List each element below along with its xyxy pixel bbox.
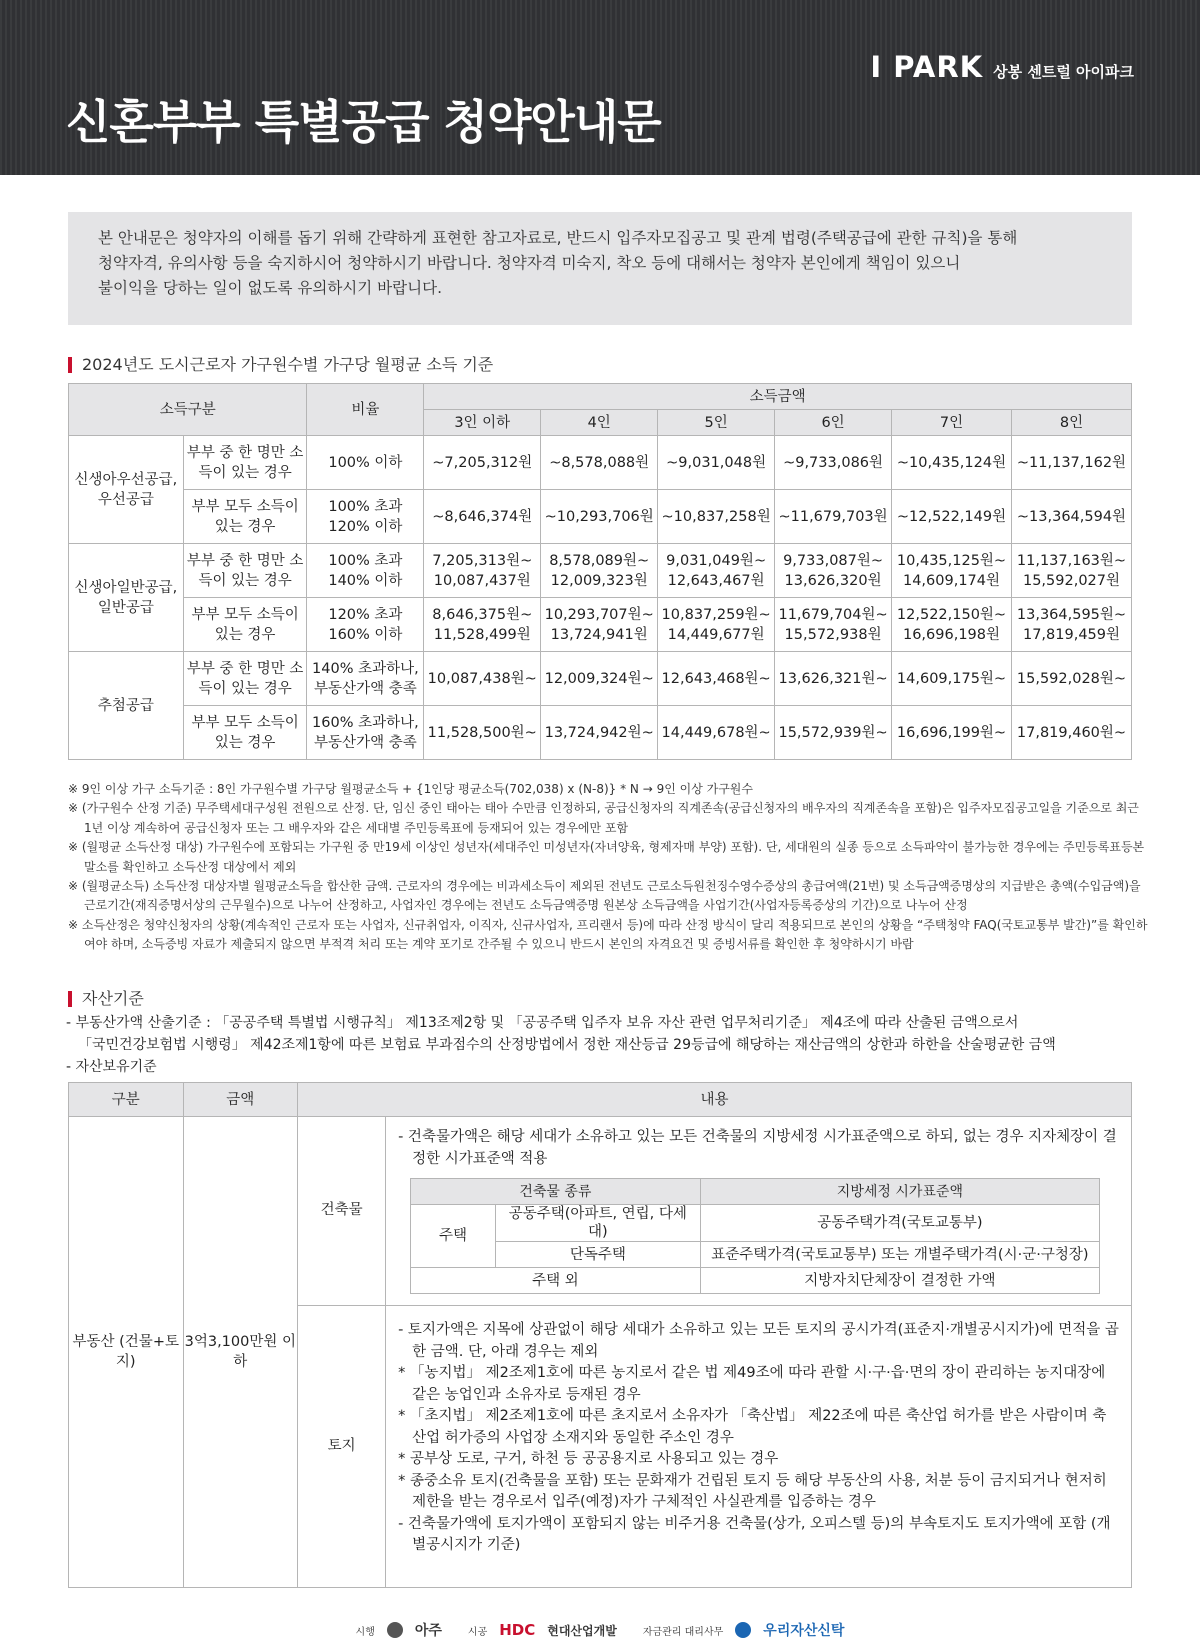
header-banner bbox=[0, 0, 1200, 175]
income-value: ~7,205,312원 bbox=[424, 436, 541, 490]
brand-name: 상봉 센트럴 아이파크 bbox=[993, 63, 1134, 81]
income-value: 14,449,678원~ bbox=[658, 706, 775, 760]
asset-desc-line: - 자산보유기준 bbox=[66, 1059, 157, 1075]
income-value: 9,031,049원~ 12,643,467원 bbox=[658, 544, 775, 598]
income-ratio: 140% 초과하나, 부동산가액 충족 bbox=[307, 652, 424, 706]
income-value: 14,609,175원~ bbox=[892, 652, 1012, 706]
income-value: ~12,522,149원 bbox=[892, 490, 1012, 544]
income-value: ~8,646,374원 bbox=[424, 490, 541, 544]
building-value-header: 지방세정 시가표준액 bbox=[700, 1179, 1099, 1205]
asset-table bbox=[68, 1082, 1132, 1588]
building-label: 건축물 bbox=[298, 1117, 386, 1305]
land-content bbox=[298, 1306, 1132, 1588]
header-size: 5인 bbox=[658, 410, 775, 436]
hdc-logo: HDC bbox=[499, 1621, 536, 1639]
income-value: ~10,293,706원 bbox=[541, 490, 658, 544]
asset-category: 부동산 (건물+토지) bbox=[69, 1117, 184, 1588]
header-size: 4인 bbox=[541, 410, 658, 436]
income-value: 9,733,087원~ 13,626,320원 bbox=[775, 544, 892, 598]
income-value: 12,643,468원~ bbox=[658, 652, 775, 706]
asset-desc-line: 「국민건강보험법 시행령」 제42조제1항에 따른 보험료 부과점수의 산정방법에서 정한 재산등급 29등급에 해당하는 재산금액의 상한과 하한을 산술평균한 금액 bbox=[78, 1037, 1056, 1053]
income-value: 7,205,313원~ 10,087,437원 bbox=[424, 544, 541, 598]
header-size: 6인 bbox=[775, 410, 892, 436]
income-ratio: 120% 초과 160% 이하 bbox=[307, 598, 424, 652]
ipark-logo: I PARK bbox=[870, 50, 984, 84]
land-line: * 종중소유 토지(건축물을 포함) 또는 문화재가 건립된 토지 등 해당 부동산의 사용, 처분 등이 금지되거나 현저히 제한을 받는 경우로서 입주(예정)자가 구체적인 사실관계를 입증하는 경우 bbox=[398, 1472, 1107, 1510]
income-value: 10,087,438원~ bbox=[424, 652, 541, 706]
notice-line: 본 안내문은 청약자의 이해를 돕기 위해 간략하게 표현한 참고자료로, 반드시 입주자모집공고 및 관계 법령(주택공급에 관한 규칙)을 통해 bbox=[98, 229, 1018, 247]
income-value: 12,522,150원~ 16,696,198원 bbox=[892, 598, 1012, 652]
note-item: ※ (월평균소득) 소득산정 대상자별 월평균소득을 합산한 금액. 근로자의 경우에는 비과세소득이 제외된 전년도 근로소득원천징수영수증상의 총급여액(21번) 및 소득금액증명상의 지급받은 총액(수입금액)을 근로기간(재직증명서상의 근무월수)으로 나누어 산정하고, 사업자인 경우에는 전년도 소득금액증명 원본상 소득금액을 사업기간(사업자등록증상의 기간)으로 나누어 산정 bbox=[68, 879, 1141, 913]
income-ratio: 160% 초과하나, 부동산가액 충족 bbox=[307, 706, 424, 760]
income-value: 12,009,324원~ bbox=[541, 652, 658, 706]
footer-role: 시행 bbox=[355, 1626, 375, 1638]
income-value: 11,679,704원~ 15,572,938원 bbox=[775, 598, 892, 652]
income-value: 15,572,939원~ bbox=[775, 706, 892, 760]
asset-description bbox=[66, 1012, 1146, 1078]
notice-box bbox=[68, 212, 1132, 325]
footer-role: 자금관리 대리사무 bbox=[642, 1626, 724, 1638]
income-value: 10,293,707원~ 13,724,941원 bbox=[541, 598, 658, 652]
land-line: - 토지가액은 지목에 상관없이 해당 세대가 소유하고 있는 모든 토지의 공시가격(표준지·개별공시지가)에 면적을 곱한 금액. 단, 아래 경우는 제외 bbox=[398, 1322, 1119, 1360]
income-ratio: 100% 초과 140% 이하 bbox=[307, 544, 424, 598]
income-notes bbox=[68, 780, 1148, 955]
group-name: 신생아우선공급, 우선공급 bbox=[69, 436, 184, 544]
footer bbox=[0, 1620, 1200, 1640]
income-value: ~8,578,088원 bbox=[541, 436, 658, 490]
header-ratio: 비율 bbox=[307, 384, 424, 436]
footer-company: 아주 bbox=[414, 1623, 442, 1639]
land-line: - 건축물가액에 토지가액이 포함되지 않는 비주거용 건축물(상가, 오피스텔 등)의 부속토지도 토지가액에 포함 (개별공시지가 기준) bbox=[398, 1515, 1111, 1553]
note-item: ※ 9인 이상 가구 소득기준 : 8인 가구원수별 가구당 월평균소득 + {1인당 평균소득(702,038) x (N-8)} * N → 9인 이상 가구원수 bbox=[68, 782, 753, 796]
income-value: ~9,733,086원 bbox=[775, 436, 892, 490]
income-type: 부부 모두 소득이 있는 경우 bbox=[183, 598, 307, 652]
header-amount: 소득금액 bbox=[424, 384, 1132, 410]
income-type: 부부 모두 소득이 있는 경우 bbox=[183, 490, 307, 544]
income-section-title: 2024년도 도시근로자 가구원수별 가구당 월평균 소득 기준 bbox=[68, 357, 493, 373]
land-line: * 「농지법」 제2조제1호에 따른 농지로서 같은 법 제49조에 따라 관할 시·구·읍·면의 장이 관리하는 농지대장에 같은 농업인과 소유자로 등재된 경우 bbox=[398, 1365, 1106, 1403]
income-value: ~11,679,703원 bbox=[775, 490, 892, 544]
asset-header-category: 구분 bbox=[69, 1083, 184, 1117]
income-value: 17,819,460원~ bbox=[1011, 706, 1131, 760]
building-kind: 단독주택 bbox=[495, 1242, 700, 1268]
woori-logo-icon bbox=[735, 1622, 751, 1638]
income-value: 10,435,125원~ 14,609,174원 bbox=[892, 544, 1012, 598]
income-type: 부부 모두 소득이 있는 경우 bbox=[183, 706, 307, 760]
asset-header-content: 내용 bbox=[298, 1083, 1132, 1117]
asset-header-amount: 금액 bbox=[183, 1083, 298, 1117]
income-value: 8,578,089원~ 12,009,323원 bbox=[541, 544, 658, 598]
income-value: 13,626,321원~ bbox=[775, 652, 892, 706]
building-kind: 공동주택(아파트, 연립, 다세대) bbox=[495, 1205, 700, 1242]
income-table bbox=[68, 383, 1132, 760]
income-value: ~11,137,162원 bbox=[1011, 436, 1131, 490]
building-content bbox=[298, 1117, 1132, 1306]
income-value: 15,592,028원~ bbox=[1011, 652, 1131, 706]
header-size: 8인 bbox=[1011, 410, 1131, 436]
housing-label: 주택 bbox=[411, 1205, 496, 1268]
building-value-table bbox=[410, 1178, 1100, 1294]
income-value: ~10,837,258원 bbox=[658, 490, 775, 544]
income-type: 부부 중 한 명만 소득이 있는 경우 bbox=[183, 544, 307, 598]
asset-desc-line: - 부동산가액 산출기준 : 「공공주택 특별법 시행규칙」 제13조제2항 및 「공공주택 입주자 보유 자산 관련 업무처리기준」 제4조에 따라 산출된 금액으로서 bbox=[66, 1015, 1019, 1031]
land-label: 토지 bbox=[298, 1306, 386, 1587]
income-value: ~10,435,124원 bbox=[892, 436, 1012, 490]
notice-line: 불이익을 당하는 일이 없도록 유의하시기 바랍니다. bbox=[98, 279, 442, 297]
land-line: * 공부상 도로, 구거, 하천 등 공공용지로 사용되고 있는 경우 bbox=[398, 1451, 779, 1467]
income-ratio: 100% 초과 120% 이하 bbox=[307, 490, 424, 544]
income-type: 부부 중 한 명만 소득이 있는 경우 bbox=[183, 436, 307, 490]
group-name: 추첨공급 bbox=[69, 652, 184, 760]
income-value: 11,137,163원~ 15,592,027원 bbox=[1011, 544, 1131, 598]
building-kind: 주택 외 bbox=[411, 1268, 701, 1294]
footer-role: 시공 bbox=[467, 1626, 488, 1638]
income-value: 13,364,595원~ 17,819,459원 bbox=[1011, 598, 1131, 652]
header-size: 3인 이하 bbox=[424, 410, 541, 436]
notice-line: 청약자격, 유의사항 등을 숙지하시어 청약하시기 바랍니다. 청약자격 미숙지, 착오 등에 대해서는 청약자 본인에게 책임이 있으니 bbox=[98, 254, 961, 272]
income-value: ~9,031,048원 bbox=[658, 436, 775, 490]
page-title: 신혼부부 특별공급 청약안내문 bbox=[66, 95, 661, 149]
income-value: 13,724,942원~ bbox=[541, 706, 658, 760]
land-line: * 「초지법」 제2조제1호에 따른 초지로서 소유자가 「축산법」 제22조에 따른 축산업 허가를 받은 사람이며 축산업 허가증의 사업장 소재지와 동일한 주소인 경우 bbox=[398, 1408, 1107, 1446]
note-item: ※ (가구원수 산정 기준) 무주택세대구성원 전원으로 산정. 단, 임신 중인 태아는 태아 수만큼 인정하되, 공급신청자의 직계존속(공급신청자의 배우자의 직계존속을 포함)은 입주자모집공고일을 기준으로 최근 1년 이상 계속하여 공급신청자 또는 그 배우자와 같은 세대별 주민등록표에 등재되어 있는 경우에만 포함 bbox=[68, 801, 1139, 835]
asset-section-title: 자산기준 bbox=[68, 991, 144, 1007]
asset-amount: 3억3,100만원 이하 bbox=[183, 1117, 298, 1588]
note-item: ※ (월평균 소득산정 대상) 가구원수에 포함되는 가구원 중 만19세 이상인 성년자(세대주인 미성년자(자녀양육, 형제자매 부양) 포함). 단, 세대원의 실종 등으로 소득파악이 불가능한 경우에는 주민등록표등본 말소를 확인하고 소득산정 대상에서 제외 bbox=[68, 840, 1145, 874]
header-size: 7인 bbox=[892, 410, 1012, 436]
income-value: 11,528,500원~ bbox=[424, 706, 541, 760]
income-value: 8,646,375원~ 11,528,499원 bbox=[424, 598, 541, 652]
footer-company: 현대산업개발 bbox=[547, 1623, 617, 1638]
aju-logo-icon bbox=[387, 1622, 403, 1638]
brand bbox=[870, 50, 1134, 84]
building-kind-header: 건축물 종류 bbox=[411, 1179, 701, 1205]
income-value: ~13,364,594원 bbox=[1011, 490, 1131, 544]
building-value: 지방자치단체장이 결정한 가액 bbox=[700, 1268, 1099, 1294]
income-ratio: 100% 이하 bbox=[307, 436, 424, 490]
header-category: 소득구분 bbox=[69, 384, 307, 436]
building-value: 표준주택가격(국토교통부) 또는 개별주택가격(시·군·구청장) bbox=[700, 1242, 1099, 1268]
income-type: 부부 중 한 명만 소득이 있는 경우 bbox=[183, 652, 307, 706]
income-value: 10,837,259원~ 14,449,677원 bbox=[658, 598, 775, 652]
building-value: 공동주택가격(국토교통부) bbox=[700, 1205, 1099, 1242]
group-name: 신생아일반공급, 일반공급 bbox=[69, 544, 184, 652]
income-value: 16,696,199원~ bbox=[892, 706, 1012, 760]
building-text: - 건축물가액은 해당 세대가 소유하고 있는 모든 건축물의 지방세정 시가표준액으로 하되, 없는 경우 지자체장이 결정한 시가표준액 적용 bbox=[398, 1129, 1117, 1167]
footer-company: 우리자산신탁 bbox=[763, 1623, 845, 1639]
note-item: ※ 소득산정은 청약신청자의 상황(계속적인 근로자 또는 사업자, 신규취업자, 이직자, 신규사업자, 프리랜서 등)에 따라 산정 방식이 달리 적용되므로 본인의 상황을 “주택청약 FAQ(국토교통부 발간)”를 확인하여야 하며, 소득증빙 자료가 제출되지 않으면 부적격 처리 또는 계약 포기로 간주될 수 있으니 반드시 본인의 자격요건 및 증빙서류를 확인한 후 청약하시기 바람 bbox=[68, 917, 1148, 952]
